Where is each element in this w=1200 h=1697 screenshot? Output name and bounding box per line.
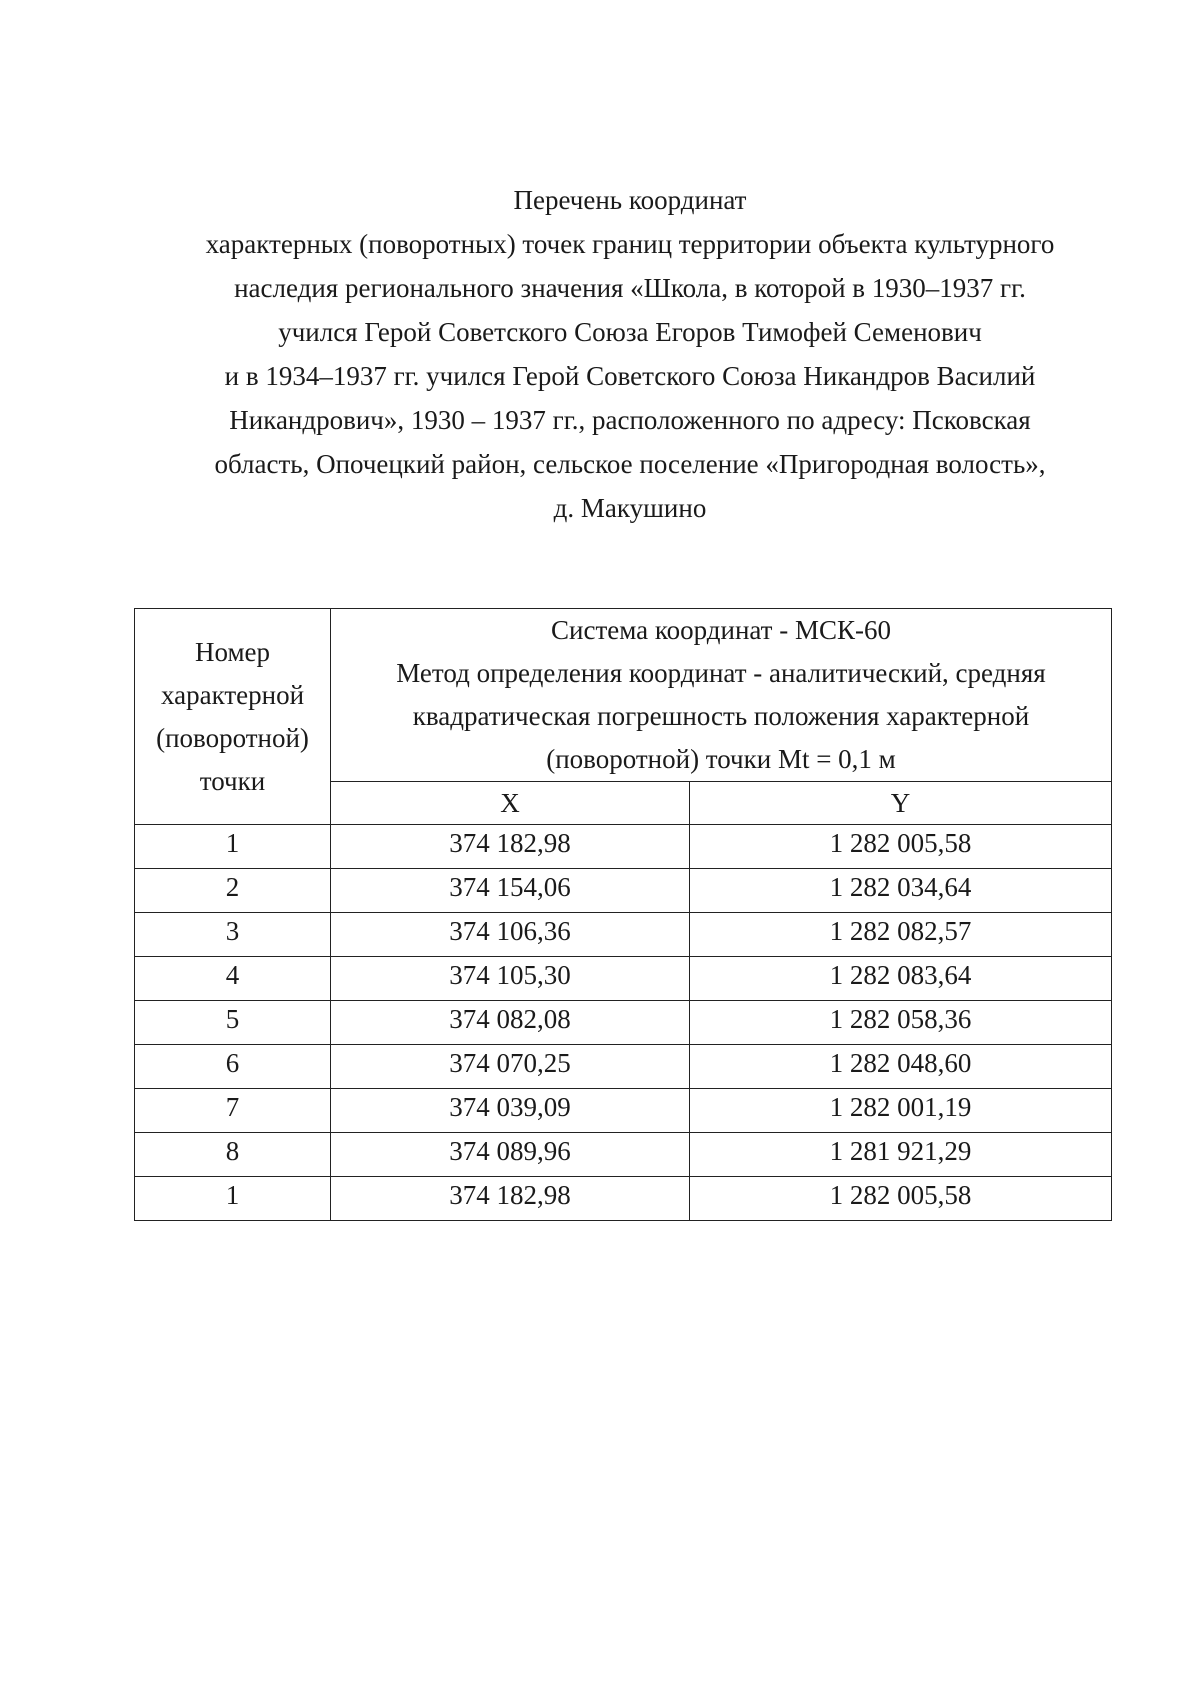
y-column-header: Y	[690, 782, 1112, 825]
x-coordinate-cell: 374 182,98	[331, 1177, 690, 1221]
table-body	[135, 825, 1112, 1221]
title-line: д. Макушино	[553, 493, 707, 523]
point-number-cell: 4	[135, 957, 331, 1001]
document-title	[150, 178, 1110, 530]
table-row	[135, 1133, 1112, 1177]
y-coordinate-cell: 1 282 005,58	[690, 1177, 1112, 1221]
y-coordinate-cell: 1 282 048,60	[690, 1045, 1112, 1089]
title-line: наследия регионального значения «Школа, в которой в 1930–1937 гг.	[234, 273, 1026, 303]
point-number-cell: 5	[135, 1001, 331, 1045]
x-coordinate-cell: 374 082,08	[331, 1001, 690, 1045]
coordinates-table	[134, 608, 1112, 1221]
title-line: учился Герой Советского Союза Егоров Тимофей Семенович	[278, 317, 982, 347]
table-row	[135, 1177, 1112, 1221]
title-line: Перечень координат	[513, 185, 747, 215]
x-coordinate-cell: 374 070,25	[331, 1045, 690, 1089]
x-coordinate-cell: 374 154,06	[331, 869, 690, 913]
y-coordinate-cell: 1 282 005,58	[690, 825, 1112, 869]
point-number-cell: 1	[135, 825, 331, 869]
coordinate-system-header: Система координат - МСК-60 Метод определения координат - аналитический, средняя квадратическая погрешность положения характерной (поворотной) точки Mt = 0,1 м	[331, 609, 1112, 782]
table-row	[135, 869, 1112, 913]
table-row	[135, 1089, 1112, 1133]
point-number-cell: 3	[135, 913, 331, 957]
table-row	[135, 1045, 1112, 1089]
x-coordinate-cell: 374 182,98	[331, 825, 690, 869]
x-coordinate-cell: 374 105,30	[331, 957, 690, 1001]
point-number-header: Номер характерной (поворотной) точки	[135, 609, 331, 825]
title-line: Никандрович», 1930 – 1937 гг., расположенного по адресу: Псковская	[229, 405, 1031, 435]
point-number-cell: 1	[135, 1177, 331, 1221]
y-coordinate-cell: 1 282 001,19	[690, 1089, 1112, 1133]
point-number-cell: 8	[135, 1133, 331, 1177]
x-coordinate-cell: 374 106,36	[331, 913, 690, 957]
title-line: и в 1934–1937 гг. учился Герой Советского Союза Никандров Василий	[224, 361, 1036, 391]
x-coordinate-cell: 374 039,09	[331, 1089, 690, 1133]
y-coordinate-cell: 1 282 058,36	[690, 1001, 1112, 1045]
point-number-cell: 7	[135, 1089, 331, 1133]
y-coordinate-cell: 1 282 083,64	[690, 957, 1112, 1001]
point-number-cell: 2	[135, 869, 331, 913]
y-coordinate-cell: 1 282 034,64	[690, 869, 1112, 913]
y-coordinate-cell: 1 281 921,29	[690, 1133, 1112, 1177]
x-coordinate-cell: 374 089,96	[331, 1133, 690, 1177]
table-row	[135, 957, 1112, 1001]
point-number-cell: 6	[135, 1045, 331, 1089]
title-line: характерных (поворотных) точек границ территории объекта культурного	[205, 229, 1055, 259]
table-row	[135, 913, 1112, 957]
table-row	[135, 1001, 1112, 1045]
y-coordinate-cell: 1 282 082,57	[690, 913, 1112, 957]
title-line: область, Опочецкий район, сельское поселение «Пригородная волость»,	[214, 449, 1046, 479]
table-row	[135, 825, 1112, 869]
x-column-header: X	[331, 782, 690, 825]
